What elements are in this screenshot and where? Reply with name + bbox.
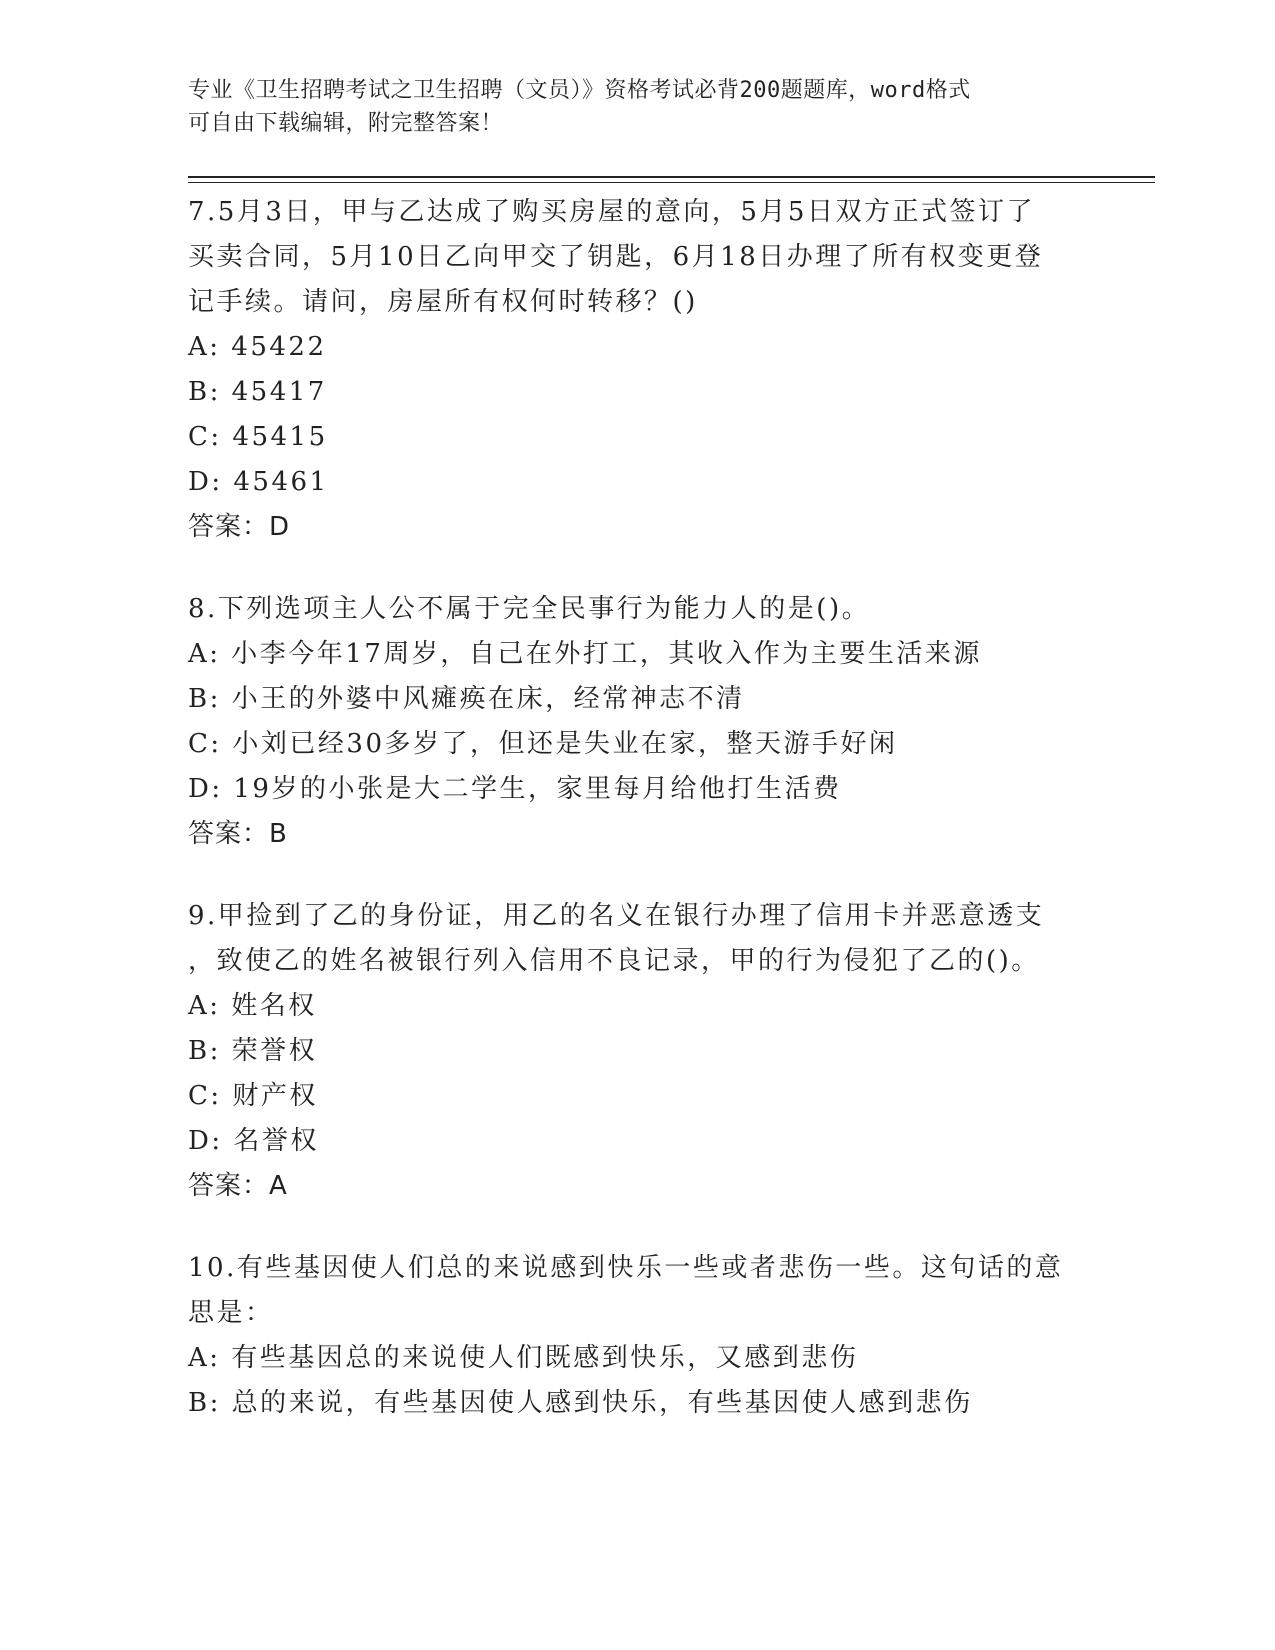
document-header — [188, 74, 1088, 140]
header-divider-thin — [188, 182, 1155, 183]
question-stem-line: 9.甲捡到了乙的身份证，用乙的名义在银行办理了信用卡并恶意透支 — [188, 901, 1045, 931]
option-c: C: 45415 — [188, 422, 328, 452]
option-a: A: 姓名权 — [188, 991, 317, 1021]
question-list — [188, 190, 1088, 1463]
option-d: D: 19岁的小张是大二学生，家里每月给他打生活费 — [188, 774, 842, 804]
question-stem-line: 思是： — [188, 1298, 274, 1328]
option-d: D: 名誉权 — [188, 1126, 319, 1156]
question-9 — [188, 894, 1088, 1209]
question-stem-line: 10.有些基因使人们总的来说感到快乐一些或者悲伤一些。这句话的意 — [188, 1253, 1064, 1283]
question-stem-line: 8.下列选项主人公不属于完全民事行为能力人的是()。 — [188, 594, 871, 624]
header-divider-thick — [188, 176, 1155, 178]
answer-line: 答案：B — [188, 819, 288, 849]
option-b: B: 小王的外婆中风瘫痪在床，经常神志不清 — [188, 684, 745, 714]
question-stem-line: ，致使乙的姓名被银行列入信用不良记录，甲的行为侵犯了乙的()。 — [188, 946, 1040, 976]
question-stem-line: 买卖合同，5月10日乙向甲交了钥匙，6月18日办理了所有权变更登 — [188, 242, 1044, 272]
question-stem-line: 7.5月3日，甲与乙达成了购买房屋的意向，5月5日双方正式签订了 — [188, 197, 1035, 227]
option-b: B: 荣誉权 — [188, 1036, 318, 1066]
option-c: C: 小刘已经30多岁了，但还是失业在家，整天游手好闲 — [188, 729, 898, 759]
header-line-1: 专业《卫生招聘考试之卫生招聘（文员）》资格考试必背200题题库，word格式 — [188, 78, 971, 103]
option-a: A: 有些基因总的来说使人们既感到快乐，又感到悲伤 — [188, 1343, 859, 1373]
option-c: C: 财产权 — [188, 1081, 318, 1111]
question-10 — [188, 1246, 1088, 1426]
answer-line: 答案：A — [188, 1171, 288, 1201]
answer-line: 答案：D — [188, 512, 291, 542]
option-b: B: 45417 — [188, 377, 327, 407]
question-7 — [188, 190, 1088, 550]
question-8 — [188, 587, 1088, 857]
option-a: A: 45422 — [188, 332, 327, 362]
option-d: D: 45461 — [188, 467, 329, 497]
header-line-2: 可自由下载编辑，附完整答案！ — [188, 111, 504, 136]
question-stem-line: 记手续。请问，房屋所有权何时转移？() — [188, 287, 698, 317]
option-a: A: 小李今年17周岁，自己在外打工，其收入作为主要生活来源 — [188, 639, 982, 669]
option-b: B: 总的来说，有些基因使人感到快乐，有些基因使人感到悲伤 — [188, 1388, 973, 1418]
